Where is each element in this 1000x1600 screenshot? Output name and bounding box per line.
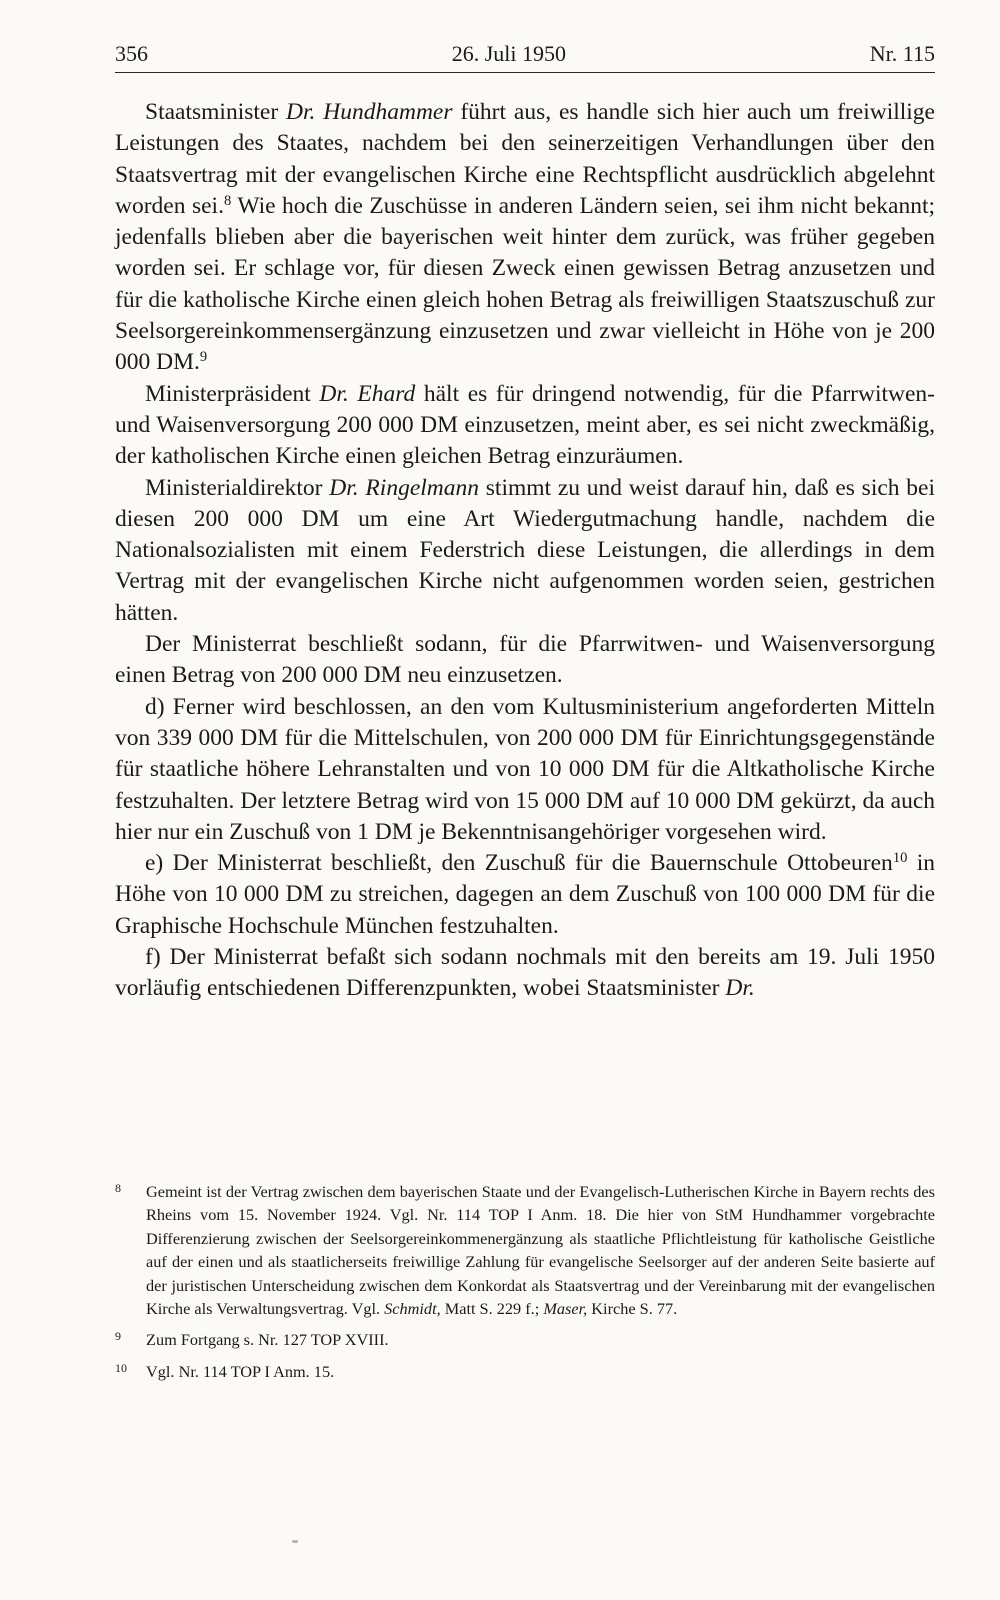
italic-name: Dr. Ringelmann [329, 474, 480, 501]
footnote [115, 1328, 935, 1351]
italic-name: Dr. [725, 975, 755, 1002]
text-run: Matt S. 229 f.; [440, 1299, 544, 1319]
text-run: führt aus, es handle sich hier auch um freiwillige Leistungen des Staates, nachdem bei den seinerzeitigen Verhandlungen über den Staatsvertrag mit der evangelischen Kirche eine Rechtspflicht ausdrücklich abgelehnt worden sei. [115, 99, 935, 219]
text-run: Staatsminister [145, 99, 287, 125]
text-run: Gemeint ist der Vertrag zwischen dem bayerischen Staate und der Evangelisch-Lutherischen Kirche in Bayern rechts des Rheins vom 15. November 1924. Vgl. Nr. 114 TOP I Anm. 18. Die hier von StM Hundhammer vorgebrachte Differenzierung zwischen der Seelsorgereinkommenergänzung als staatliche Pflichtleistung für katholische Geistliche auf der einen und als staatlicherseits freiwillige Zahlung für evangelische Seelsorger auf der anderen Seite basierte auf der juristischen Unterscheidung zwischen dem Konkordat als Staatsvertrag und der Vereinbarung mit der evangelischen Kirche als Verwaltungsvertrag. Vgl. [146, 1182, 935, 1319]
text-run: d) Ferner wird beschlossen, an den vom Kultusministerium angeforderten Mitteln von 339 000 DM für die Mittelschulen, von 200 000 DM für Einrichtungsgegenstände für staatliche höhere Lehranstalten und von 10 000 DM für die Altkatholische Kirche festzuhalten. Der letztere Betrag wird von 15 000 DM auf 10 000 DM gekürzt, da auch hier nur ein Zuschuß von 1 DM je Bekenntnisangehöriger vorgesehen wird. [115, 693, 935, 845]
italic-name: Schmidt, [384, 1299, 441, 1319]
text-run: in Höhe von 10 000 DM zu streichen, dagegen an dem Zuschuß von 100 000 DM für die Graphische Hochschule München festzuhalten. [115, 850, 936, 939]
text-run: e) Der Ministerrat beschließt, den Zuschuß für die Bauernschule Ottobeuren [145, 850, 893, 877]
text-run: Ministerialdirektor [145, 474, 330, 501]
italic-name: Dr. Hundhammer [286, 99, 453, 125]
header-date: 26. Juli 1950 [451, 41, 567, 66]
document-number: Nr. 115 [869, 41, 935, 66]
footnote-reference: 10 [892, 850, 908, 867]
paragraph [115, 692, 935, 848]
running-header [115, 40, 935, 73]
text-run: hält es für dringend notwendig, für die Pfarrwitwen- und Waisenversorgung 200 000 DM einzusetzen, meint aber, es sei nicht zweckmäßig, der katholischen Kirche einen gleichen Betrag einzuräumen. [115, 380, 936, 470]
footnote-number: 9 [115, 1329, 121, 1344]
paragraph [115, 379, 935, 473]
footnote [115, 1180, 935, 1320]
text-run: Wie hoch die Zuschüsse in anderen Ländern seien, sei ihm nicht bekannt; jedenfalls blieben aber die bayerischen weit hinter dem zurück, was früher gegeben worden sei. Er schlage vor, für diesen Zweck einen gewissen Betrag anzusetzen und für die katholische Kirche einen gleich hohen Betrag als freiwilligen Staatszuschuß zur Seelsorgereinkommensergänzung einzusetzen und zwar vielleicht in Höhe von je 200 000 DM. [115, 192, 935, 376]
paragraph [115, 97, 935, 379]
footnote-reference: 9 [199, 349, 208, 366]
italic-name: Maser, [543, 1299, 588, 1319]
text-run: stimmt zu und weist darauf hin, daß es sich bei diesen 200 000 DM um eine Art Wiedergutmachung handle, nachdem die Nationalsozialisten mit einem Federstrich diese Leistungen, die allerdings in dem Vertrag mit der evangelischen Kirche nicht aufgenommen worden seien, gestrichen hätten. [115, 474, 936, 626]
text-run: Zum Fortgang s. Nr. 127 TOP XVIII. [146, 1330, 389, 1350]
footnotes [115, 1180, 935, 1391]
paragraph [115, 848, 935, 942]
document-page [115, 40, 936, 1381]
footnote [115, 1360, 935, 1383]
paragraph [115, 629, 935, 692]
paragraph [115, 942, 935, 1005]
text-run: Vgl. Nr. 114 TOP I Anm. 15. [146, 1361, 335, 1381]
footnote-number: 10 [115, 1360, 127, 1375]
text-run: Kirche S. 77. [587, 1299, 678, 1319]
body-text [115, 97, 935, 1005]
italic-name: Dr. Ehard [319, 380, 416, 407]
text-run: Ministerpräsident [145, 380, 320, 407]
page-number: 356 [115, 41, 148, 66]
paper-speck [292, 1540, 298, 1543]
text-run: Der Ministerrat beschließt sodann, für die Pfarrwitwen- und Waisenversorgung einen Betrag von 200 000 DM neu einzusetzen. [115, 631, 935, 689]
text-run: f) Der Ministerrat befaßt sich sodann nochmals mit den bereits am 19. Juli 1950 vorläufig entschiedenen Differenzpunkten, wobei Staatsminister [115, 944, 935, 1002]
footnote-reference: 8 [223, 192, 232, 209]
paragraph [115, 473, 935, 629]
footnote-number: 8 [115, 1181, 121, 1195]
